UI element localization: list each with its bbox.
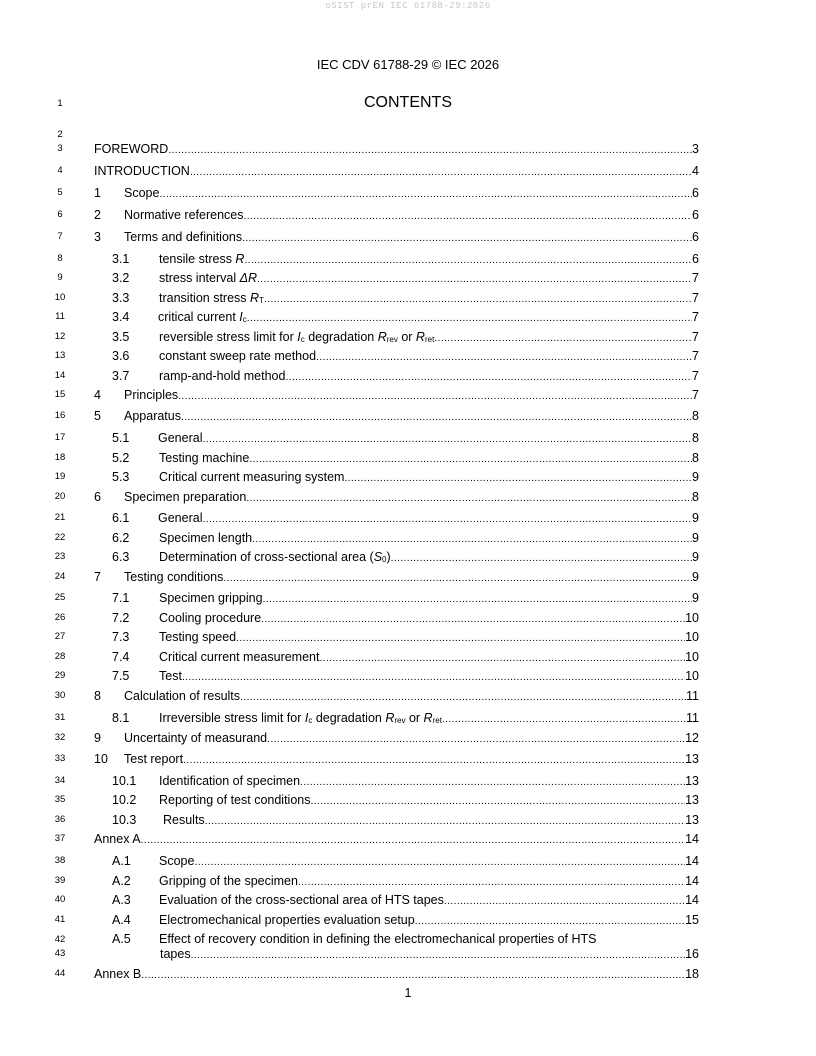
toc-page: 9 (692, 550, 699, 564)
line-number: 11 (55, 311, 65, 322)
toc-page: 14 (685, 832, 699, 846)
toc-title: Irreversible stress limit for $I_c$ degradation $R_{rev}$ or $R_{ret}$ (159, 711, 442, 725)
line-number: 22 (54, 532, 66, 543)
toc-title: Principles (124, 388, 179, 402)
toc-number: 7.1 (112, 591, 130, 605)
line-number: 1 (57, 98, 63, 109)
toc-number: 10.3 (112, 813, 137, 827)
line-number: 24 (54, 571, 66, 582)
toc-number: 7 (94, 570, 101, 584)
toc-entry-8-1[interactable] (94, 710, 699, 726)
toc-page: 8 (692, 451, 699, 465)
toc-title: Testing conditions (124, 570, 224, 584)
line-number: 6 (57, 209, 63, 220)
toc-page: 8 (692, 431, 699, 445)
toc-title: Specimen length (159, 531, 253, 545)
toc-title: tapes (160, 947, 191, 961)
toc-page: 14 (685, 854, 699, 868)
toc-number: A.1 (112, 854, 131, 868)
line-number: 32 (54, 732, 66, 743)
toc-page: 7 (692, 291, 699, 305)
line-number: 14 (54, 370, 66, 381)
toc-number: 10.2 (112, 793, 137, 807)
toc-title: Test (159, 669, 182, 683)
toc-number: 1 (94, 186, 101, 200)
toc-number: A.3 (112, 893, 131, 907)
toc-title: Cooling procedure (159, 611, 262, 625)
line-number: 5 (57, 187, 63, 198)
line-number: 39 (54, 875, 66, 886)
toc-page: 7 (692, 388, 699, 402)
toc-page: 13 (685, 774, 699, 788)
toc-page: 4 (692, 164, 699, 178)
toc-entry-3-4[interactable] (94, 309, 699, 325)
line-number: 16 (54, 410, 66, 421)
toc-number: 8.1 (112, 711, 130, 725)
line-number: 36 (54, 814, 66, 825)
line-number: 10 (54, 292, 66, 303)
line-number: 21 (54, 512, 66, 523)
toc-page: 6 (692, 186, 699, 200)
toc-title: ramp-and-hold method (159, 369, 286, 383)
line-number: 7 (57, 231, 63, 242)
toc-title: critical current $I_c$ (158, 310, 247, 324)
toc-page: 7 (692, 310, 699, 324)
toc-entry-a-4[interactable] (94, 912, 699, 928)
toc-page: 8 (692, 490, 699, 504)
toc-entry-5[interactable] (94, 408, 699, 424)
toc-number: 5.3 (112, 470, 130, 484)
toc-title: Effect of recovery condition in defining the electromechanical properties of HTS (159, 932, 597, 946)
toc-entry-1[interactable] (94, 185, 699, 201)
toc-entry-foreword[interactable] (94, 141, 699, 157)
toc-entry-annex-a[interactable] (94, 831, 699, 847)
toc-number: 3.5 (112, 330, 130, 344)
toc-page: 9 (692, 570, 699, 584)
toc-number: 6 (94, 490, 101, 504)
toc-number: 3.1 (112, 252, 130, 266)
symbol: ΔR (239, 271, 258, 285)
watermark: oSIST prEN IEC 61788-29:2026 (325, 1, 491, 11)
toc-entry-10-2[interactable] (94, 792, 699, 808)
toc-entry-a-2[interactable] (94, 873, 699, 889)
toc-entry-a-5-line2[interactable] (160, 946, 699, 962)
toc-entry-6-2[interactable] (94, 530, 699, 546)
toc-number: 2 (94, 208, 101, 222)
toc-entry-3-7[interactable] (94, 368, 699, 384)
line-number: 20 (54, 491, 66, 502)
toc-number: 8 (94, 689, 101, 703)
toc-page: 9 (692, 531, 699, 545)
toc-page: 9 (692, 470, 699, 484)
symbol: R (235, 252, 245, 266)
toc-number: 9 (94, 731, 101, 745)
toc-number: 3.2 (112, 271, 130, 285)
toc-number: 5.1 (112, 431, 130, 445)
toc-number: A.5 (112, 932, 131, 946)
line-number: 29 (54, 670, 66, 681)
line-number: 3 (57, 143, 63, 154)
symbol: R (250, 291, 260, 305)
line-number: 18 (54, 452, 66, 463)
toc-entry-6[interactable] (94, 489, 699, 505)
toc-number: 7.3 (112, 630, 130, 644)
toc-entry-5-3[interactable] (94, 469, 699, 485)
toc-title: Scope (124, 186, 160, 200)
toc-number: 3.6 (112, 349, 130, 363)
toc-title: Critical current measuring system (159, 470, 345, 484)
toc-page: 9 (692, 511, 699, 525)
line-number: 13 (54, 350, 66, 361)
toc-entry-7-3[interactable] (94, 629, 699, 645)
toc-entry-5-2[interactable] (94, 450, 699, 466)
line-number: 28 (54, 651, 66, 662)
line-number: 25 (54, 592, 66, 603)
toc-entry-3-3[interactable] (94, 290, 699, 306)
toc-title: Terms and definitions (124, 230, 243, 244)
toc-page: 7 (692, 349, 699, 363)
toc-page: 11 (686, 689, 699, 703)
line-number: 2 (57, 129, 63, 140)
toc-title: Specimen preparation (124, 490, 247, 504)
toc-entry-6-3[interactable] (94, 549, 699, 565)
toc-number: 7.4 (112, 650, 130, 664)
toc-page: 14 (685, 874, 699, 888)
contents-heading: CONTENTS (364, 94, 452, 111)
toc-page: 13 (685, 793, 699, 807)
line-number: 26 (54, 612, 66, 623)
toc-entry-3-5[interactable] (94, 329, 699, 345)
toc-entry-6-1[interactable] (94, 510, 699, 526)
toc-title: Identification of specimen (159, 774, 301, 788)
toc-page: 6 (692, 230, 699, 244)
toc-number: 6.3 (112, 550, 130, 564)
toc-title: General (158, 431, 203, 445)
toc-title: constant sweep rate method (159, 349, 317, 363)
toc-title: Gripping of the specimen (159, 874, 298, 888)
toc-page: 7 (692, 271, 699, 285)
toc-title: Results (163, 813, 205, 827)
toc-page: 10 (685, 611, 699, 625)
line-number: 34 (54, 775, 66, 786)
toc-title: Critical current measurement (159, 650, 320, 664)
toc-title: Specimen gripping (159, 591, 263, 605)
toc-number: 7.5 (112, 669, 130, 683)
toc-number: 7.2 (112, 611, 130, 625)
line-number: 17 (54, 432, 66, 443)
toc-page: 10 (685, 630, 699, 644)
toc-title: Determination of cross-sectional area $(S_0)$ (159, 550, 391, 564)
toc-entry-a-3[interactable] (94, 892, 699, 908)
toc-page: 10 (685, 650, 699, 664)
toc-entry-3-1[interactable] (94, 251, 699, 267)
toc-number: 3 (94, 230, 101, 244)
toc-entry-3[interactable] (94, 229, 699, 245)
toc-entry-5-1[interactable] (94, 430, 699, 446)
line-number: 15 (54, 389, 66, 400)
toc-number: 5.2 (112, 451, 130, 465)
line-number: 27 (54, 631, 66, 642)
toc-number: 10.1 (112, 774, 137, 788)
toc-entry-2[interactable] (94, 207, 699, 223)
line-number: 19 (54, 471, 66, 482)
toc-title: Normative references (124, 208, 244, 222)
toc-title: General (158, 511, 203, 525)
toc-title: Test report (124, 752, 184, 766)
toc-entry-7-1[interactable] (94, 590, 699, 606)
toc-title: Apparatus (124, 409, 181, 423)
toc-title: Scope (159, 854, 195, 868)
line-number: 43 (54, 948, 66, 959)
page-number: 1 (404, 986, 412, 1000)
toc-number: 3.4 (112, 310, 130, 324)
toc-entry-introduction[interactable] (94, 163, 699, 179)
toc-title: stress interval ΔR (159, 271, 258, 285)
toc-number: A.2 (112, 874, 131, 888)
toc-title: tensile stress R (159, 252, 245, 266)
toc-title: Annex A (94, 832, 141, 846)
toc-number: 3.3 (112, 291, 130, 305)
toc-title: Testing machine (159, 451, 250, 465)
toc-entry-a-1[interactable] (94, 853, 699, 869)
toc-entry-3-6[interactable] (94, 348, 699, 364)
toc-entry-7-4[interactable] (94, 649, 699, 665)
line-number: 31 (54, 712, 66, 723)
toc-entry-10[interactable] (94, 751, 699, 767)
toc-title: Reporting of test conditions (159, 793, 311, 807)
line-number: 8 (57, 253, 63, 264)
toc-page: 9 (692, 591, 699, 605)
toc-page: 14 (685, 893, 699, 907)
toc-title: Uncertainty of measurand (124, 731, 268, 745)
line-number: 35 (54, 794, 66, 805)
toc-title: Calculation of results (124, 689, 241, 703)
toc-page: 8 (692, 409, 699, 423)
toc-page: 12 (685, 731, 699, 745)
line-number: 38 (54, 855, 66, 866)
toc-page: 7 (692, 330, 699, 344)
toc-page: 11 (686, 711, 699, 725)
toc-title: Evaluation of the cross-sectional area of HTS tapes (159, 893, 444, 907)
toc-title: FOREWORD (94, 142, 169, 156)
toc-entry-9[interactable] (94, 730, 699, 746)
toc-page: 13 (685, 752, 699, 766)
toc-number: 10 (94, 752, 108, 766)
line-number: 44 (54, 968, 66, 979)
line-number: 23 (54, 551, 66, 562)
toc-number: 6.1 (112, 511, 130, 525)
line-number: 4 (57, 165, 63, 176)
toc-page: 3 (692, 142, 699, 156)
toc-page: 6 (692, 252, 699, 266)
toc-number: 4 (94, 388, 101, 402)
toc-entry-7-5[interactable] (94, 668, 699, 684)
toc-number: 5 (94, 409, 101, 423)
toc-entry-10-1[interactable] (94, 773, 699, 789)
toc-page: 15 (685, 913, 699, 927)
line-number: 40 (54, 894, 66, 905)
symbol: I (239, 310, 243, 324)
toc-page: 16 (685, 947, 699, 961)
line-number: 37 (54, 833, 66, 844)
line-number: 12 (54, 331, 66, 342)
document-header: IEC CDV 61788-29 © IEC 2026 (316, 57, 500, 72)
toc-entry-7[interactable] (94, 569, 699, 585)
toc-entry-7-2[interactable] (94, 610, 699, 626)
toc-title: Testing speed (159, 630, 237, 644)
toc-entry-annex-b[interactable] (94, 966, 699, 982)
toc-title: transition stress $R_T$ (159, 291, 264, 305)
line-number: 41 (54, 914, 66, 925)
toc-entry-3-2[interactable] (94, 270, 699, 286)
toc-page: 18 (685, 967, 699, 981)
toc-page: 13 (685, 813, 699, 827)
toc-page: 7 (692, 369, 699, 383)
line-number: 42 (54, 934, 66, 945)
toc-title: reversible stress limit for $I_c$ degradation $R_{rev}$ or $R_{ret}$ (159, 330, 435, 344)
toc-title: Electromechanical properties evaluation setup (159, 913, 415, 927)
toc-title: INTRODUCTION (94, 164, 190, 178)
toc-entry-4[interactable] (94, 387, 699, 403)
line-number: 33 (54, 753, 66, 764)
line-number: 9 (57, 272, 63, 283)
toc-title: Annex B (94, 967, 142, 981)
toc-number: 6.2 (112, 531, 130, 545)
toc-entry-8[interactable] (94, 688, 699, 704)
toc-page: 6 (692, 208, 699, 222)
toc-page: 10 (685, 669, 699, 683)
toc-number: A.4 (112, 913, 131, 927)
toc-entry-a-5-line1[interactable] (94, 931, 597, 947)
toc-number: 3.7 (112, 369, 130, 383)
toc-entry-10-3[interactable] (94, 812, 699, 828)
line-number: 30 (54, 690, 66, 701)
